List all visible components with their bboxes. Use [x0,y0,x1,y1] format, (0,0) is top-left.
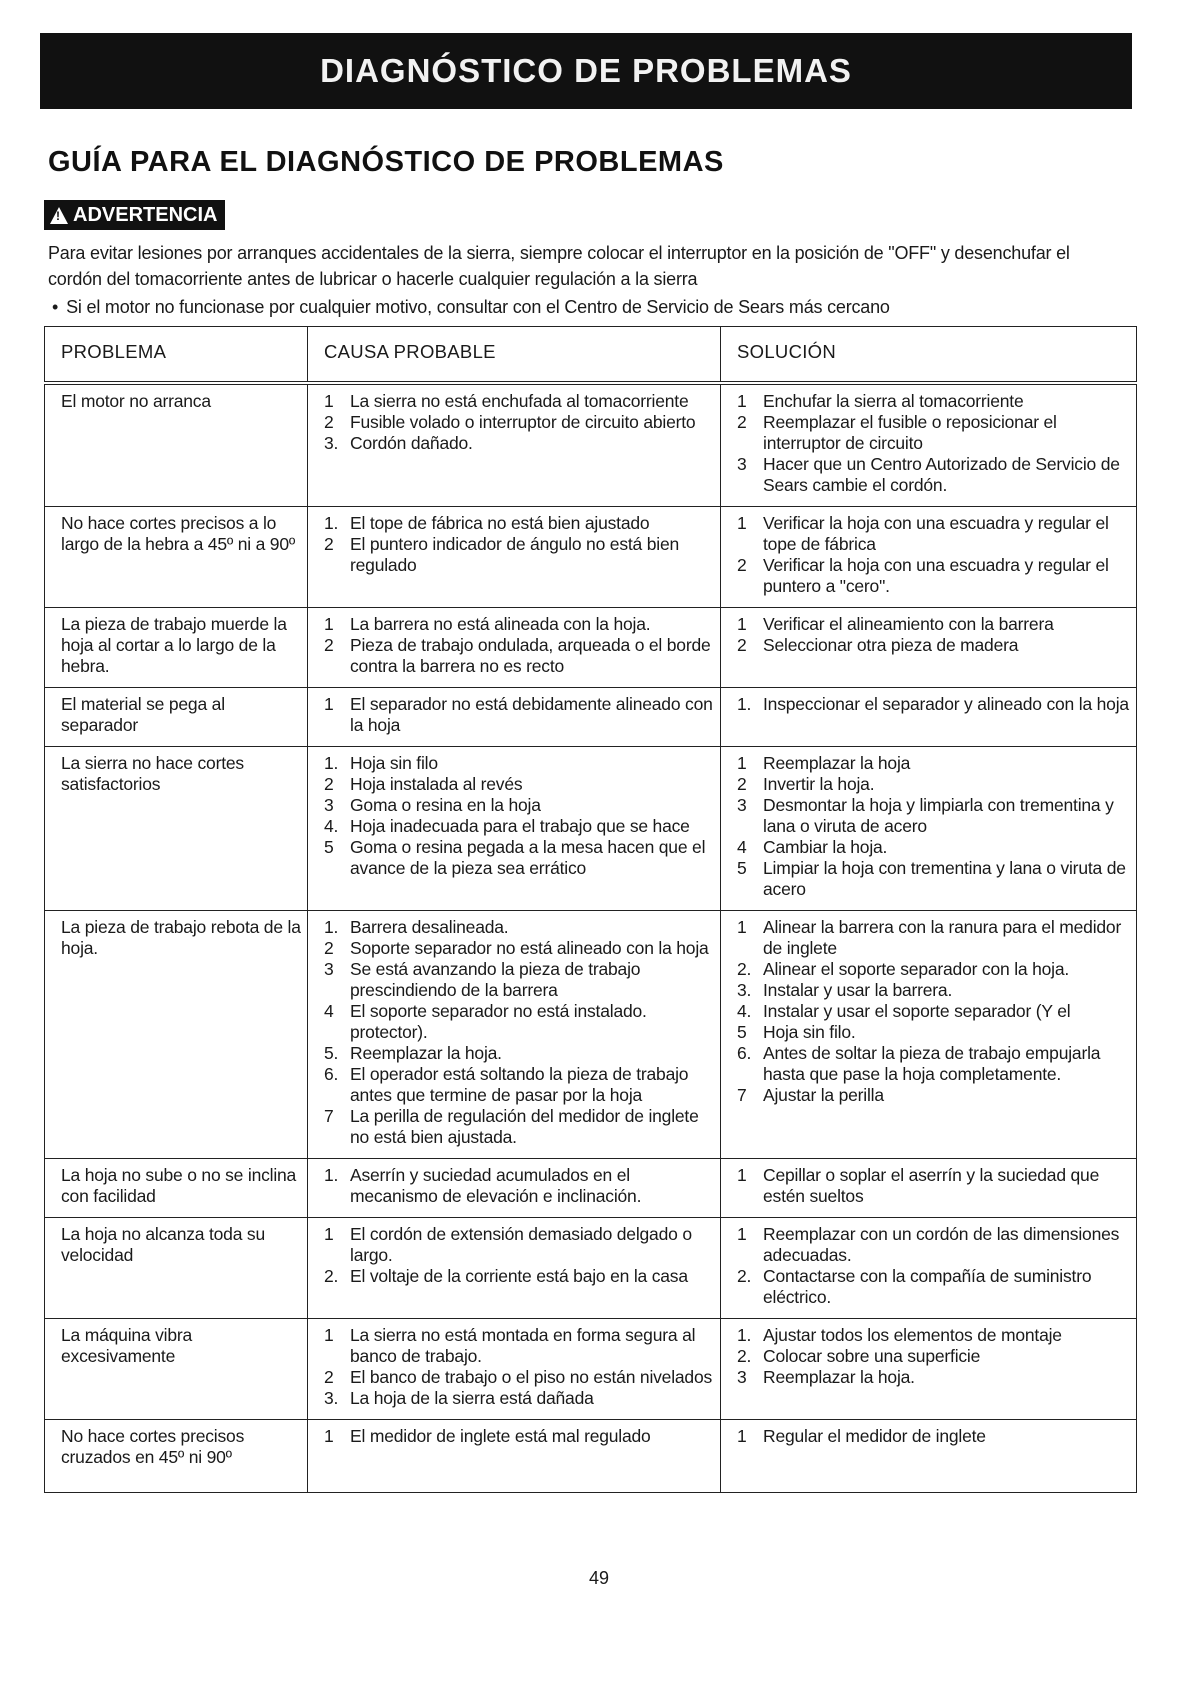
warning-badge [44,200,225,230]
cause-list [324,1165,714,1207]
item-text: Alinear el soporte separador con la hoja. [763,959,1070,979]
item-text: Barrera desalineada. [350,917,509,937]
solution-item [737,1043,1130,1085]
item-number: 7 [737,1085,747,1105]
cause-item [324,1388,714,1409]
item-text: Colocar sobre una superficie [763,1346,981,1366]
item-text: Cambiar la hoja. [763,837,888,857]
solution-item [737,555,1130,597]
item-number: 1 [324,1426,334,1446]
item-number: 2 [324,534,334,554]
item-text: Aserrín y suciedad acumulados en el mecanismo de elevación e inclinación. [350,1165,642,1206]
cause-item [324,917,714,938]
item-number: 3. [324,1388,339,1408]
item-text: Regular el medidor de inglete [763,1426,986,1446]
table-header-row [45,327,1137,384]
solution-item [737,1001,1130,1022]
problem-cell: La pieza de trabajo muerde la hoja al cortar a lo largo de la hebra. [45,608,308,688]
solution-list [737,1224,1130,1308]
table-row [45,1420,1137,1493]
item-number: 6. [324,1064,339,1084]
item-text: Goma o resina pegada a la mesa hacen que el avance de la pieza sea errático [350,837,706,878]
solution-list [737,1165,1130,1207]
section-title: GUÍA PARA EL DIAGNÓSTICO DE PROBLEMAS [48,146,724,178]
solution-item [737,1022,1130,1043]
item-number: 6. [737,1043,752,1063]
solution-cell [721,383,1137,507]
item-number: 2 [737,774,747,794]
cause-cell [308,1319,721,1420]
item-number: 1 [324,1325,334,1345]
item-number: 1 [737,753,747,773]
solution-cell [721,608,1137,688]
item-number: 2. [737,959,752,979]
table-row [45,507,1137,608]
troubleshooting-table [44,326,1137,1493]
page-number: 49 [588,1568,610,1588]
solution-item [737,1325,1130,1346]
cause-item [324,1367,714,1388]
item-number: 1. [324,753,339,773]
item-number: 5 [324,837,334,857]
item-number: 1 [737,614,747,634]
solution-item [737,1266,1130,1308]
item-number: 2 [737,635,747,655]
item-number: 1 [737,391,747,411]
solution-item [737,774,1130,795]
item-text: El operador está soltando la pieza de trabajo antes que termine de pasar por la hoja [350,1064,689,1105]
warning-text: Para evitar lesiones por arranques accidentales de la sierra, siempre colocar el interruptor en la posición de "OFF" y desenchufar el cordón del tomacorriente antes de lubricar o hacerle cualquier regulación a la sierra [48,243,1070,289]
item-text: Enchufar la sierra al tomacorriente [763,391,1024,411]
item-number: 2 [324,938,334,958]
problem-cell: La hoja no alcanza toda su velocidad [45,1218,308,1319]
solution-list [737,753,1130,900]
item-number: 1 [737,917,747,937]
solution-list [737,1426,1130,1447]
item-number: 3 [737,454,747,474]
cause-list [324,1426,714,1447]
solution-cell [721,1319,1137,1420]
banner-title: DIAGNÓSTICO DE PROBLEMAS [320,52,852,89]
item-number: 2 [324,774,334,794]
cause-list [324,513,714,576]
item-number: 2 [737,555,747,575]
item-text: Inspeccionar el separador y alineado con la hoja [763,694,1129,714]
solution-item [737,980,1130,1001]
solution-item [737,837,1130,858]
item-number: 3. [324,433,339,453]
item-number: 1. [737,1325,752,1345]
solution-item [737,795,1130,837]
item-number: 5 [737,1022,747,1042]
solution-item [737,454,1130,496]
item-text: Se está avanzando la pieza de trabajo prescindiendo de la barrera [350,959,641,1000]
cause-cell [308,383,721,507]
item-text: Verificar el alineamiento con la barrera [763,614,1054,634]
item-number: 7 [324,1106,334,1126]
page-banner [40,33,1132,109]
solution-list [737,614,1130,656]
item-text: El puntero indicador de ángulo no está bien regulado [350,534,680,575]
item-text: El soporte separador no está instalado. protector). [350,1001,647,1042]
table-row [45,383,1137,507]
item-text: Hacer que un Centro Autorizado de Servicio de Sears cambie el cordón. [763,454,1120,495]
item-text: Alinear la barrera con la ranura para el medidor de inglete [763,917,1122,958]
cause-cell [308,1420,721,1493]
item-number: 3 [737,1367,747,1387]
item-number: 3 [324,959,334,979]
table-row [45,1319,1137,1420]
solution-item [737,753,1130,774]
cause-item [324,1001,714,1043]
item-number: 1 [737,1224,747,1244]
solution-list [737,694,1130,715]
cause-item [324,938,714,959]
problem-cell: El material se pega al separador [45,688,308,747]
problem-cell: No hace cortes precisos cruzados en 45º ni 90º [45,1420,308,1493]
solution-cell [721,747,1137,911]
item-number: 2. [737,1346,752,1366]
cause-list [324,614,714,677]
item-text: Seleccionar otra pieza de madera [763,635,1019,655]
item-number: 2. [737,1266,752,1286]
item-text: Antes de soltar la pieza de trabajo empujarla hasta que pase la hoja completamente. [763,1043,1101,1084]
item-text: Hoja sin filo. [763,1022,856,1042]
item-number: 3 [737,795,747,815]
table-body [45,383,1137,1493]
item-text: El voltaje de la corriente está bajo en la casa [350,1266,688,1286]
solution-cell [721,507,1137,608]
cause-item [324,1325,714,1367]
solution-item [737,1426,1130,1447]
item-number: 3 [324,795,334,815]
item-number: 2 [324,412,334,432]
problem-cell: La hoja no sube o no se inclina con facilidad [45,1159,308,1218]
item-text: Invertir la hoja. [763,774,875,794]
solution-item [737,513,1130,555]
cause-item [324,837,714,879]
item-number: 3. [737,980,752,1000]
cause-cell [308,911,721,1159]
item-text: Cordón dañado. [350,433,473,453]
item-text: El tope de fábrica no está bien ajustado [350,513,650,533]
cause-item [324,614,714,635]
item-number: 4. [324,816,339,836]
cause-cell [308,608,721,688]
item-text: La barrera no está alineada con la hoja. [350,614,651,634]
item-text: El cordón de extensión demasiado delgado o largo. [350,1224,692,1265]
item-text: Verificar la hoja con una escuadra y regular el tope de fábrica [763,513,1109,554]
cause-item [324,1426,714,1447]
item-text: Reemplazar el fusible o reposicionar el interruptor de circuito [763,412,1057,453]
solution-cell [721,1420,1137,1493]
cause-cell [308,507,721,608]
item-text: Instalar y usar la barrera. [763,980,953,1000]
cause-item [324,1043,714,1064]
table-row [45,608,1137,688]
item-number: 1 [324,694,334,714]
cause-item [324,412,714,433]
problem-cell: La sierra no hace cortes satisfactorios [45,747,308,911]
solution-list [737,917,1130,1106]
item-number: 1. [737,694,752,714]
problem-cell: La pieza de trabajo rebota de la hoja. [45,911,308,1159]
cause-item [324,391,714,412]
item-number: 5 [737,858,747,878]
item-text: Cepillar o soplar el aserrín y la suciedad que estén sueltos [763,1165,1100,1206]
cause-item [324,1165,714,1207]
problem-cell: El motor no arranca [45,383,308,507]
item-number: 2 [324,635,334,655]
solution-list [737,391,1130,496]
cause-item [324,694,714,736]
solution-item [737,1085,1130,1106]
table-row [45,1218,1137,1319]
solution-item [737,858,1130,900]
item-number: 1 [737,1426,747,1446]
item-text: La perilla de regulación del medidor de inglete no está bien ajustada. [350,1106,699,1147]
item-number: 4 [737,837,747,857]
table-row [45,747,1137,911]
solution-item [737,1367,1130,1388]
solution-item [737,1346,1130,1367]
item-number: 1 [324,614,334,634]
warning-label: ADVERTENCIA [73,203,218,226]
cause-item [324,1106,714,1148]
item-text: Ajustar todos los elementos de montaje [763,1325,1062,1345]
cause-item [324,1266,714,1287]
item-text: Reemplazar la hoja. [763,1367,915,1387]
item-number: 1. [324,917,339,937]
cause-item [324,774,714,795]
cause-item [324,534,714,576]
item-text: Fusible volado o interruptor de circuito abierto [350,412,696,432]
item-text: Verificar la hoja con una escuadra y regular el puntero a "cero". [763,555,1109,596]
item-number: 1 [324,1224,334,1244]
solution-cell [721,1159,1137,1218]
solution-list [737,513,1130,597]
cause-list [324,694,714,736]
cause-list [324,1224,714,1287]
table-row [45,1159,1137,1218]
item-text: Reemplazar con un cordón de las dimensiones adecuadas. [763,1224,1120,1265]
item-text: La hoja de la sierra está dañada [350,1388,594,1408]
cause-list [324,391,714,454]
item-text: El banco de trabajo o el piso no están nivelados [350,1367,713,1387]
cause-item [324,1224,714,1266]
item-text: Reemplazar la hoja [763,753,911,773]
cause-list [324,1325,714,1409]
item-number: 1 [737,1165,747,1185]
item-number: 1. [324,513,339,533]
solution-item [737,694,1130,715]
solution-item [737,917,1130,959]
item-text: Hoja instalada al revés [350,774,523,794]
cause-item [324,433,714,454]
cause-cell [308,1218,721,1319]
problem-cell: La máquina vibra excesivamente [45,1319,308,1420]
item-number: 4. [737,1001,752,1021]
table-row [45,911,1137,1159]
cause-item [324,753,714,774]
item-number: 5. [324,1043,339,1063]
item-number: 2 [324,1367,334,1387]
cause-cell [308,1159,721,1218]
solution-item [737,391,1130,412]
item-text: Hoja inadecuada para el trabajo que se hace [350,816,690,836]
item-text: Goma o resina en la hoja [350,795,541,815]
header-solution: SOLUCIÓN [721,327,1137,384]
cause-item [324,816,714,837]
item-text: La sierra no está montada en forma segura al banco de trabajo. [350,1325,696,1366]
item-number: 4 [324,1001,334,1021]
item-number: 1 [324,391,334,411]
cause-cell [308,747,721,911]
item-text: Reemplazar la hoja. [350,1043,502,1063]
table-row [45,688,1137,747]
solution-item [737,1165,1130,1207]
item-text: Ajustar la perilla [763,1085,884,1105]
item-text: Hoja sin filo [350,753,438,773]
problem-cell: No hace cortes precisos a lo largo de la hebra a 45º ni a 90º [45,507,308,608]
item-text: La sierra no está enchufada al tomacorriente [350,391,689,411]
item-text: Pieza de trabajo ondulada, arqueada o el borde contra la barrera no es recto [350,635,711,676]
item-number: 2 [737,412,747,432]
solution-item [737,1224,1130,1266]
header-cause: CAUSA PROBABLE [308,327,721,384]
cause-list [324,753,714,879]
solution-item [737,412,1130,454]
cause-item [324,959,714,1001]
cause-list [324,917,714,1148]
solution-cell [721,1218,1137,1319]
solution-list [737,1325,1130,1388]
cause-item [324,513,714,534]
solution-item [737,635,1130,656]
item-text: Contactarse con la compañía de suministro eléctrico. [763,1266,1092,1307]
item-text: Instalar y usar el soporte separador (Y el [763,1001,1071,1021]
item-text: Desmontar la hoja y limpiarla con trementina y lana o viruta de acero [763,795,1114,836]
cause-item [324,795,714,816]
solution-cell [721,911,1137,1159]
item-number: 2. [324,1266,339,1286]
cause-item [324,1064,714,1106]
item-number: 1 [737,513,747,533]
item-text: Limpiar la hoja con trementina y lana o viruta de acero [763,858,1126,899]
cause-item [324,635,714,677]
item-text: El separador no está debidamente alineado con la hoja [350,694,713,735]
solution-item [737,614,1130,635]
item-text: Soporte separador no está alineado con la hoja [350,938,709,958]
warning-icon [50,207,68,224]
item-number: 1. [324,1165,339,1185]
solution-item [737,959,1130,980]
header-problem: PROBLEMA [45,327,308,384]
item-text: El medidor de inglete está mal regulado [350,1426,651,1446]
warning-bullet: • Si el motor no funcionase por cualquier motivo, consultar con el Centro de Servicio de Sears más cercano [48,294,1128,320]
solution-cell [721,688,1137,747]
cause-cell [308,688,721,747]
